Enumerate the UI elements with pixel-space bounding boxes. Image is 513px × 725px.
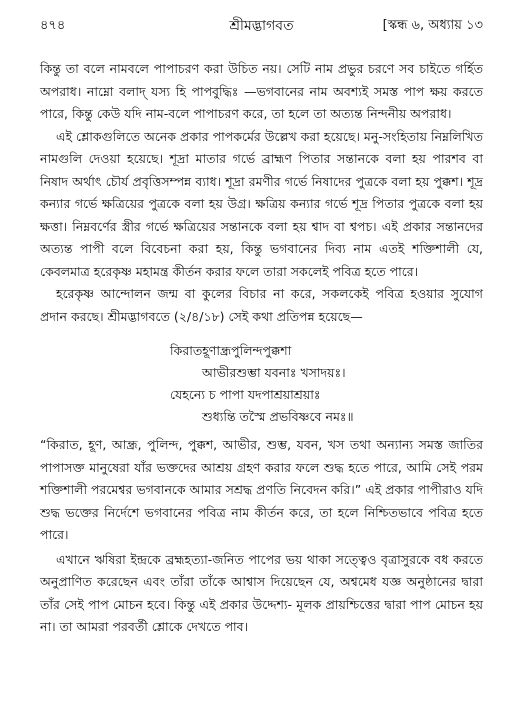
verse-line-3: যেহন্যে চ পাপা যদপাশ্রয়াশ্রয়াঃ (170, 387, 321, 402)
closing-paragraph: এখানে ঋষিরা ইন্দ্রকে ব্রহ্মহত্যা-জনিত পাপের ভয় থাকা সত্ত্বেও বৃত্রাসুরকে বধ করতে অনুপ্রাণিত করেছেন এবং তাঁরা তাঁকে আশ্বাস দিয়েছেন যে, অশ্বমেধ যজ্ঞ অনুষ্ঠানের দ্বারা তাঁর সেই পাপ মোচন হবে। কিন্তু এই প্রকার উদ্দেশ্য- মূলক প্রায়শ্চিত্তের দ্বারা পাপ মোচন হয় না। তা আমরা পরবর্তী শ্লোকে দেখতে পাব। (40, 551, 483, 634)
chapter-reference: [স্কন্ধ ৬, অধ্যায় ১৩ (382, 18, 483, 33)
verse-translation: “কিরাত, হূণ, আন্ধ্র, পুলিন্দ, পুক্কশ, আভীর, শুম্ভ, যবন, খস তথা অন্যান্য সমস্ত জাতির পাপাসক্ত মানুষেরা যাঁর ভক্তদের আশ্রয় গ্রহণ করার ফলে শুদ্ধ হতে পারে, আমি সেই পরম শক্তিশালী পরমেশ্বর ভগবানকে আমার সশ্রদ্ধ প্রণতি নিবেদন করি।” এই প্রকার পাপীরাও যদি শুদ্ধ ভক্তের নির্দেশে ভগবানের পবিত্র নাম কীর্তন করে, তা হলে নিশ্চিতভাবে পবিত্র হতে পারে। (40, 437, 483, 542)
paragraph-1: কিন্তু তা বলে নামবলে পাপাচরণ করা উচিত নয়। সেটি নাম প্রভুর চরণে সব চাইতে গর্হিত অপরাধ। নাম্নো বলাদ্ যস্য হি পাপবুদ্ধিঃ —ভগবানের নাম অবশ্যই সমস্ত পাপ ক্ষয় করতে পারে, কিন্তু কেউ যদি নাম-বলে পাপাচরণ করে, তা হলে তা অত্যন্ত নিন্দনীয় অপরাধ। (40, 61, 483, 121)
paragraph-3: হরেকৃষ্ণ আন্দোলন জন্ম বা কুলের বিচার না করে, সকলকেই পবিত্র হওয়ার সুযোগ প্রদান করছে। শ্রীমদ্ভাগবতে (২/৪/১৮) সেই কথা প্রতিপন্ন হয়েছে— (40, 286, 483, 324)
sanskrit-verse (40, 340, 483, 428)
page-header (40, 14, 483, 36)
book-title: শ্রীমদ্ভাগবত (229, 18, 294, 34)
verse-line-1: কিরাতহূণান্ধ্রপুলিন্দপুক্কশা (170, 343, 292, 358)
page-number: ৪৭৪ (40, 18, 66, 33)
paragraph-2: এই শ্লোকগুলিতে অনেক প্রকার পাপকর্মের উল্লেখ করা হয়েছে। মনু-সংহিতায় নিম্নলিখিত নামগুলি দেওয়া হয়েছে। শূদ্রা মাতার গর্ভে ব্রাহ্মণ পিতার সন্তানকে বলা হয় পারশব বা নিষাদ অর্থাৎ চৌর্য প্রবৃত্তিসম্পন্ন ব্যাধ। শূদ্রা রমণীর গর্ভে নিষাদের পুত্রকে বলা হয় পুক্কশ। শূদ্র কন্যার গর্ভে ক্ষত্রিয়ের পুত্রকে বলা হয় উগ্র। ক্ষত্রিয় কন্যার গর্ভে শূদ্র পিতার পুত্রকে বলা হয় ক্ষত্তা। নিম্নবর্ণের স্ত্রীর গর্ভে ক্ষত্রিয়ের সন্তানকে বলা হয় শ্বাদ বা শ্বপচ। এই প্রকার সন্তানদের অত্যন্ত পাপী বলে বিবেচনা করা হয়, কিন্তু ভগবানের দিব্য নাম এতই শক্তিশালী যে, কেবলমাত্র হরেকৃষ্ণ মহামন্ত্র কীর্তন করার ফলে তারা সকলেই পবিত্র হতে পারে। (40, 128, 483, 279)
verse-line-4: শুধ্যন্তি তস্মৈ প্রভবিষ্ণবে নমঃ॥ (202, 409, 354, 424)
page-body (40, 58, 483, 639)
verse-line-2: আভীরশুম্ভা যবনাঃ খসাদয়ঃ। (202, 365, 346, 380)
